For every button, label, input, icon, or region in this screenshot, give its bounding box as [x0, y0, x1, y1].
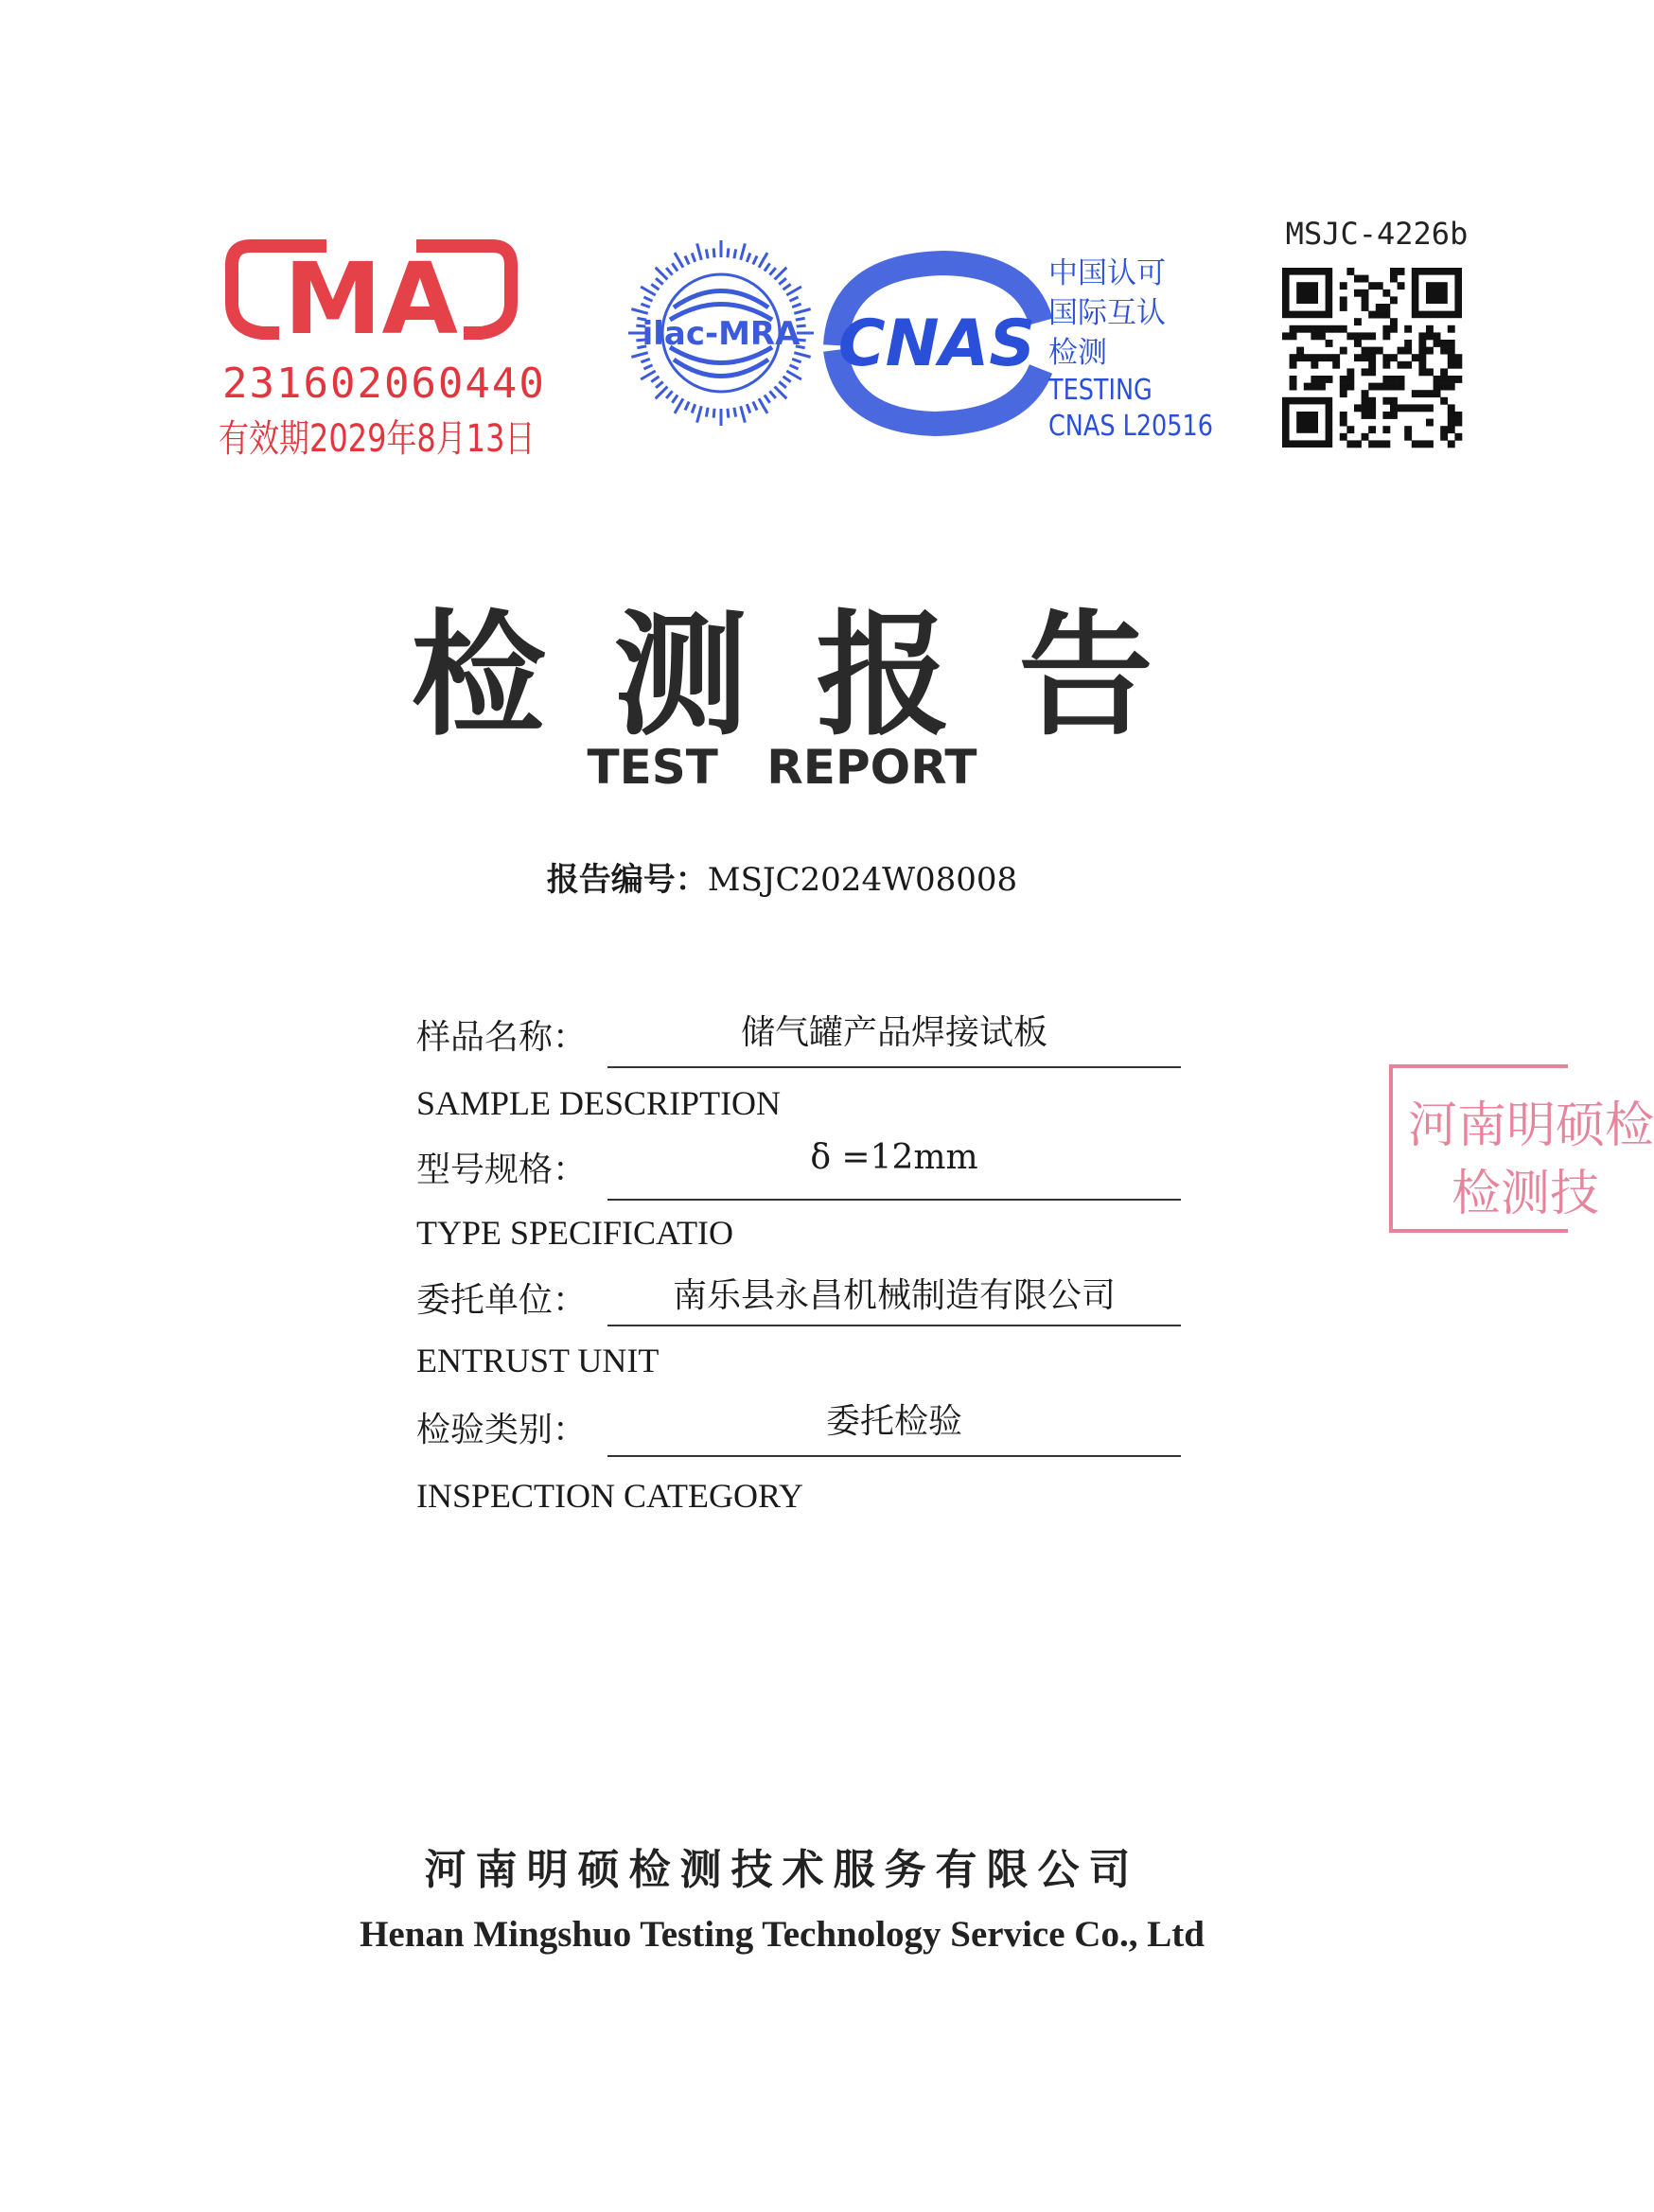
ilac-mark: ilac-MRA	[642, 315, 801, 353]
company-stamp-line-2: 检测技	[1452, 1166, 1600, 1222]
inspection-category-underline	[607, 1455, 1181, 1457]
qr-code-icon[interactable]	[1282, 268, 1462, 448]
type-spec-value: δ =12mm	[810, 1138, 978, 1177]
cma-validity: 有效期2029年8月13日	[219, 417, 536, 461]
inspection-category-label-en: INSPECTION CATEGORY	[416, 1477, 804, 1515]
inspection-category-label: 检验类别：	[416, 1411, 588, 1449]
report-number-value: MSJC2024W08008	[707, 861, 1018, 899]
type-spec-label-en: TYPE SPECIFICATIO	[416, 1214, 734, 1252]
sample-name-underline	[607, 1066, 1181, 1068]
cnas-line-1: 中国认可	[1048, 256, 1166, 290]
ilac-mra-icon	[625, 237, 818, 430]
report-number-label: 报告编号：	[546, 861, 708, 899]
cma-number: 231602060440	[222, 360, 546, 408]
inspection-category-value: 委托检验	[825, 1402, 962, 1441]
page-title-en: TEST REPORT	[587, 740, 977, 795]
sample-name-label: 样品名称：	[416, 1018, 588, 1057]
cma-seal	[213, 227, 546, 464]
company-name-zh: 河南明硕检测技术服务有限公司	[424, 1846, 1140, 1894]
report-number	[0, 853, 1564, 900]
company-name-en: Henan Mingshuo Testing Technology Service Co., Ltd	[360, 1914, 1205, 1955]
company-stamp-line-1: 河南明硕检	[1408, 1097, 1654, 1154]
cnas-seal	[821, 255, 1048, 430]
cma-mark: MA	[284, 241, 458, 357]
type-spec-label: 型号规格：	[416, 1150, 588, 1189]
entrust-unit-value: 南乐县永昌机械制造有限公司	[672, 1276, 1116, 1315]
page-title: 检测报告	[411, 597, 1222, 754]
entrust-unit-label: 委托单位：	[416, 1281, 588, 1320]
cnas-line-4: TESTING	[1048, 374, 1153, 407]
cnas-line-2: 国际互认	[1048, 296, 1166, 330]
company-stamp	[1389, 1064, 1654, 1233]
entrust-unit-underline	[607, 1325, 1181, 1326]
sample-name-value: 储气罐产品焊接试板	[740, 1013, 1047, 1052]
type-spec-underline	[607, 1199, 1181, 1201]
ilac-mra-seal	[625, 237, 818, 430]
cma-logo-icon	[213, 227, 530, 360]
cnas-logo-icon	[821, 255, 1048, 430]
cnas-line-3: 检测	[1048, 336, 1107, 370]
entrust-unit-label-en: ENTRUST UNIT	[416, 1342, 660, 1379]
document-code: MSJC-4226b	[1285, 216, 1469, 252]
cnas-mark: CNAS	[837, 307, 1036, 381]
cnas-line-5: CNAS L20516	[1048, 410, 1213, 443]
sample-name-label-en: SAMPLE DESCRIPTION	[416, 1084, 782, 1122]
cnas-text-block	[1048, 254, 1213, 445]
